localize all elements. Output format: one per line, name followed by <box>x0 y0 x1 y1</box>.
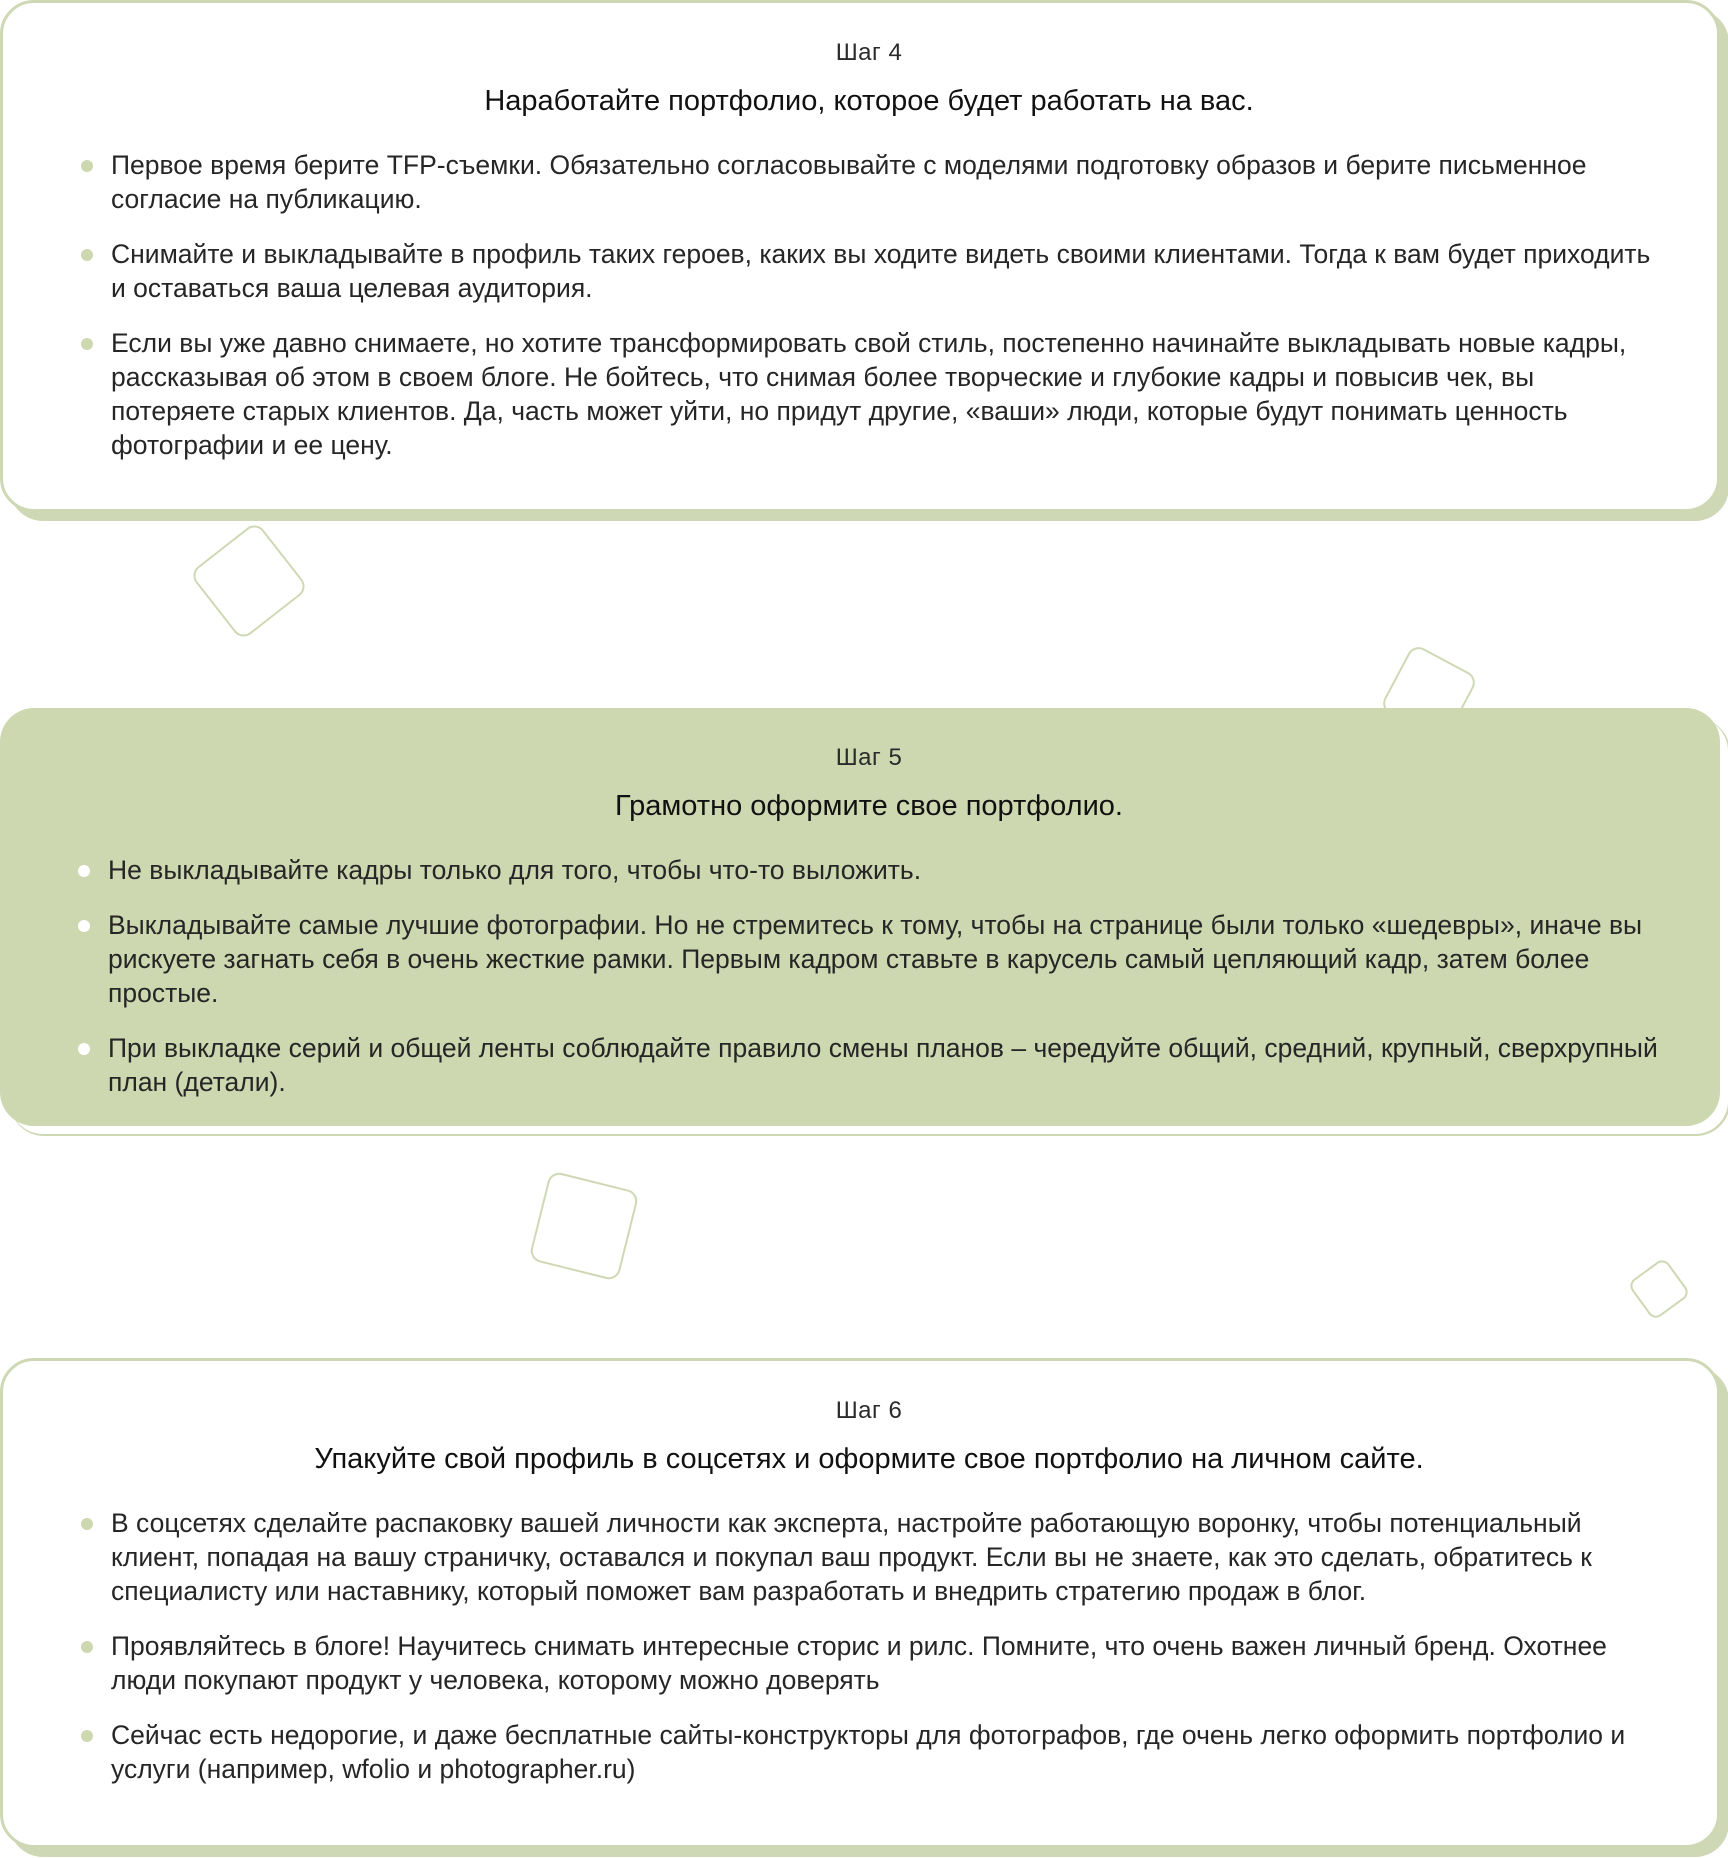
bullet-icon <box>81 1518 93 1530</box>
decorative-square-3 <box>528 1170 640 1282</box>
list-item: Сейчас есть недорогие, и даже бесплатные сайты-конструкторы для фотографов, где очень легко оформить портфолио и услуги (например, wfolio и photographer.ru) <box>81 1718 1657 1786</box>
bullet-icon <box>78 865 90 877</box>
decorative-square-4 <box>1627 1257 1691 1321</box>
list-item: Первое время берите TFP-съемки. Обязательно согласовывайте с моделями подготовку образов и берите письменное согласие на публикацию. <box>81 148 1657 216</box>
bullet-icon <box>81 1730 93 1742</box>
bullet-icon <box>81 1641 93 1653</box>
list-item: В соцсетях сделайте распаковку вашей личности как эксперта, настройте работающую воронку, чтобы потенциальный клиент, попадая на вашу страничку, оставался и покупал ваш продукт. Если вы не знаете, как это сделать, обратитесь к специалисту или наставнику, который поможет вам разработать и внедрить стратегию продаж в блог. <box>81 1506 1657 1608</box>
step-card-5 <box>0 708 1720 1126</box>
step-title: Наработайте портфолио, которое будет работать на вас. <box>484 85 1254 117</box>
bullet-icon <box>78 920 90 932</box>
bullet-icon <box>81 249 93 261</box>
list-item: Не выкладывайте кадры только для того, чтобы что-то выложить. <box>78 853 1660 887</box>
step-card-6 <box>0 1358 1720 1848</box>
bullet-icon <box>81 160 93 172</box>
list-item: Проявляйтесь в блоге! Научитесь снимать интересные сторис и рилс. Помните, что очень важен личный бренд. Охотнее люди покупают продукт у человека, которому можно доверять <box>81 1629 1657 1697</box>
step-title: Упакуйте свой профиль в соцсетях и оформите свое портфолио на личном сайте. <box>314 1443 1424 1475</box>
step-label: Шаг 5 <box>835 744 903 771</box>
step-card-4 <box>0 0 1720 512</box>
step-label: Шаг 6 <box>835 1397 903 1424</box>
list-item: При выкладке серий и общей ленты соблюдайте правило смены планов – чередуйте общий, средний, крупный, сверхрупный план (детали). <box>78 1031 1660 1099</box>
step-title: Грамотно оформите свое портфолио. <box>615 790 1123 822</box>
bullet-icon <box>81 338 93 350</box>
decorative-square-1 <box>189 521 310 642</box>
step-label: Шаг 4 <box>835 39 903 66</box>
step-list <box>78 853 1660 1099</box>
step-list <box>81 1506 1657 1786</box>
bullet-icon <box>78 1043 90 1055</box>
list-item: Снимайте и выкладывайте в профиль таких героев, каких вы ходите видеть своими клиентами. Тогда к вам будет приходить и оставаться ваша целевая аудитория. <box>81 237 1657 305</box>
step-list <box>81 148 1657 462</box>
list-item: Если вы уже давно снимаете, но хотите трансформировать свой стиль, постепенно начинайте выкладывать новые кадры, рассказывая об этом в своем блоге. Не бойтесь, что снимая более творческие и глубокие кадры и повысив чек, вы потеряете старых клиентов. Да, часть может уйти, но придут другие, «ваши» люди, которые будут понимать ценность фотографии и ее цену. <box>81 326 1657 462</box>
list-item: Выкладывайте самые лучшие фотографии. Но не стремитесь к тому, чтобы на странице были только «шедевры», иначе вы рискуете загнать себя в очень жесткие рамки. Первым кадром ставьте в карусель самый цепляющий кадр, затем более простые. <box>78 908 1660 1010</box>
